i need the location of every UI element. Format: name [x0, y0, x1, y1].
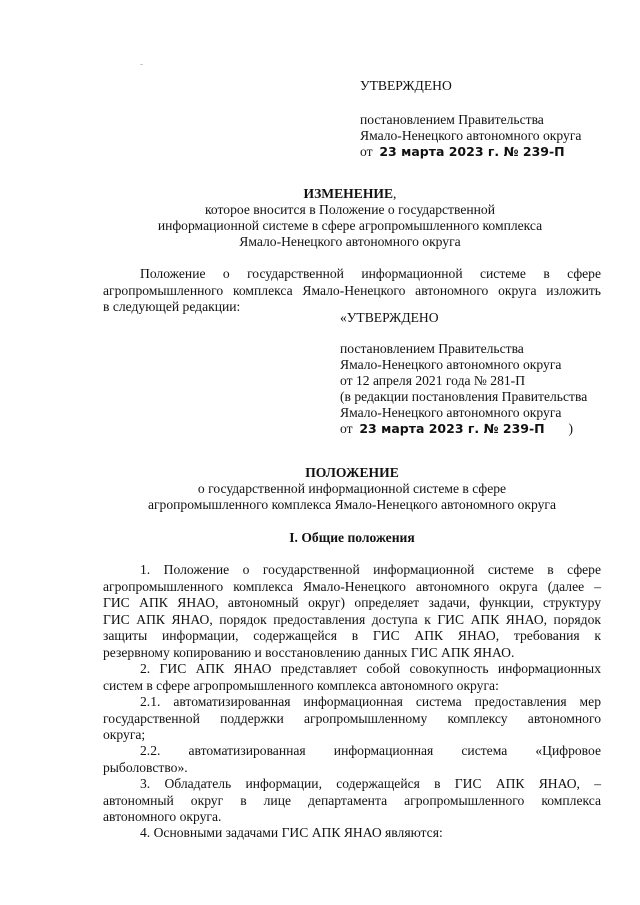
item-2-2: 2.2. автоматизированная информационная система «Цифровое рыболовство».	[103, 743, 601, 775]
amendment-title: ИЗМЕНЕНИЕ,	[303, 186, 397, 201]
item-1: 1. Положение о государственной информационной системе в сфере агропромышленного комплекса Ямало-Ненецкого автономного округа (далее – ГИС АПК ЯНАО, автономный округ) определяет задачи, функции, структуру ГИС АПК ЯНАО, порядок предоставления доступа к ГИС АПК ЯНАО, порядок защиты информации, содержащейся в ГИС АПК ЯНАО, требования к резервному копированию и восстановлению данных ГИС АПК ЯНАО.	[103, 562, 601, 660]
quoted-approval-date-line	[340, 421, 573, 438]
approval-line-1: постановлением Правительства	[360, 112, 544, 127]
amendment-subtitle-3: Ямало-Ненецкого автономного округа	[239, 234, 461, 249]
regulation-subtitle-1: о государственной информационной системе в сфере	[197, 481, 507, 496]
approval-date-line	[360, 144, 565, 161]
amendment-subtitle-2: информационной системе в сфере агропромышленного комплекса	[157, 218, 543, 233]
item-4: 4. Основными задачами ГИС АПК ЯНАО являются:	[140, 825, 443, 840]
quoted-approval-from-prefix: от	[340, 421, 353, 436]
quoted-approval-line-3: от 12 апреля 2021 года № 281-П	[340, 373, 526, 388]
regulation-subtitle-2: агропромышленного комплекса Ямало-Ненецкого автономного округа	[147, 497, 557, 512]
intro-paragraph: Положение о государственной информационной системе в сфере агропромышленного комплекса Ямало-Ненецкого автономного округа изложить в следующей редакции:	[103, 266, 601, 315]
approval-stamp-title: УТВЕРЖДЕНО	[360, 78, 452, 93]
amendment-subtitle-1: которое вносится в Положение о государственной	[204, 202, 495, 217]
quoted-approval-title: «УТВЕРЖДЕНО	[340, 310, 439, 325]
approval-line-2: Ямало-Ненецкого автономного округа	[360, 128, 582, 143]
item-2-1: 2.1. автоматизированная информационная система предоставления мер государственной поддержки агропромышленному комплексу автономного округа;	[103, 694, 601, 743]
quoted-approval-close-paren: )	[568, 421, 573, 436]
quoted-approval-line-4: (в редакции постановления Правительства	[340, 389, 588, 404]
item-3: 3. Обладатель информации, содержащейся в ГИС АПК ЯНАО, – автономный округ в лице департамента агропромышленного комплекса автономного округа.	[103, 776, 601, 825]
quoted-approval-date-number: 23 марта 2023 г. № 239-П	[359, 421, 545, 436]
section-heading: I. Общие положения	[289, 530, 415, 545]
quoted-approval-line-5: Ямало-Ненецкого автономного округа	[340, 405, 562, 420]
item-2: 2. ГИС АПК ЯНАО представляет собой совокупность информационных систем в сфере агропромышленного комплекса автономного округа:	[103, 661, 601, 693]
regulation-title: ПОЛОЖЕНИЕ	[305, 465, 399, 480]
approval-from-prefix: от	[360, 144, 373, 159]
quoted-approval-line-1: постановлением Правительства	[340, 341, 524, 356]
quoted-approval-line-2: Ямало-Ненецкого автономного округа	[340, 357, 562, 372]
scan-mark	[140, 64, 143, 65]
approval-date-number: 23 марта 2023 г. № 239-П	[379, 144, 565, 159]
